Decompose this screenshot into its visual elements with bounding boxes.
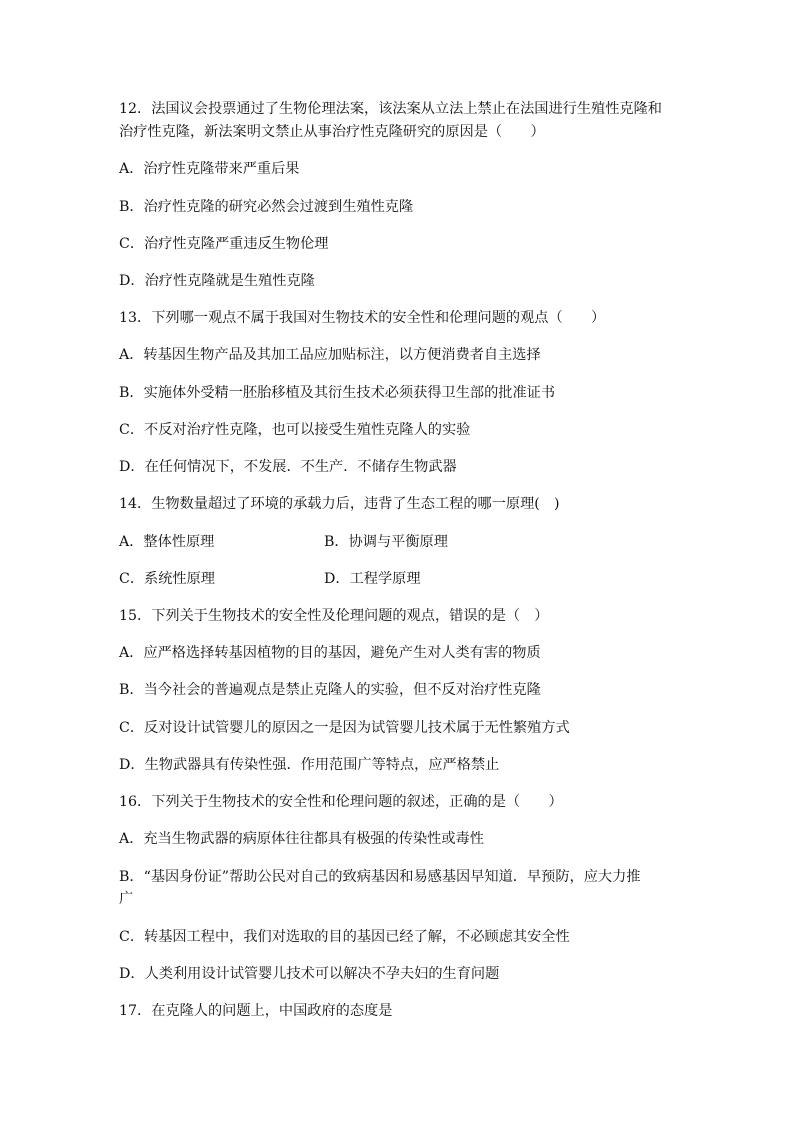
question-15-option-b: B．当今社会的普遍观点是禁止克隆人的实验，但不反对治疗性克隆 <box>119 682 541 698</box>
question-15-stem: 15．下列关于生物技术的安全性及伦理问题的观点，错误的是（ ） <box>119 608 549 624</box>
question-15-option-a: A．应严格选择转基因植物的目的基因，避免产生对人类有害的物质 <box>119 645 541 661</box>
question-12-option-c: C．治疗性克隆严重违反生物伦理 <box>119 236 329 252</box>
question-12-option-a: A．治疗性克隆带来严重后果 <box>119 161 300 177</box>
question-13-option-c: C．不反对治疗性克隆，也可以接受生殖性克隆人的实验 <box>119 422 471 438</box>
question-13-option-a: A．转基因生物产品及其加工品应加贴标注，以方便消费者自主选择 <box>119 347 541 363</box>
question-14-options-row-1 <box>119 531 689 553</box>
question-14-option-c: C．系统性原理 <box>119 571 215 587</box>
question-16-option-a: A．充当生物武器的病原体往往都具有极强的传染性或毒性 <box>119 831 484 847</box>
question-12-stem-line-1: 12．法国议会投票通过了生物伦理法案，该法案从立法上禁止在法国进行生殖性克隆和 <box>119 101 662 117</box>
question-16-option-b-line-1: B．“基因身份证”帮助公民对自己的致病基因和易感基因早知道．早预防，应大力推 <box>119 869 641 885</box>
question-16-option-d: D．人类利用设计试管婴儿技术可以解决不孕夫妇的生育问题 <box>119 966 500 982</box>
question-14-stem: 14．生物数量超过了环境的承载力后，违背了生态工程的哪一原理( ) <box>119 496 560 512</box>
question-14-option-d: D．工程学原理 <box>324 571 421 587</box>
question-16-option-b-line-2: 广 <box>119 891 134 907</box>
question-13-option-b: B．实施体外受精一胚胎移植及其衍生技术必须获得卫生部的批准证书 <box>119 385 556 401</box>
question-13-stem: 13．下列哪一观点不属于我国对生物技术的安全性和伦理问题的观点（ ） <box>119 310 606 326</box>
question-15-option-d: D．生物武器具有传染性强．作用范围广等特点，应严格禁止 <box>119 757 500 773</box>
question-15-option-c: C．反对设计试管婴儿的原因之一是因为试管婴儿技术属于无性繁殖方式 <box>119 720 570 736</box>
question-14-option-a: A．整体性原理 <box>119 534 215 550</box>
question-12-stem-line-2: 治疗性克隆，新法案明文禁止从事治疗性克隆研究的原因是（ ） <box>119 124 545 140</box>
question-16-option-c: C．转基因工程中，我们对选取的目的基因已经了解，不必顾虑其安全性 <box>119 929 570 945</box>
question-14-option-b: B．协调与平衡原理 <box>324 534 448 550</box>
question-14-options-row-2 <box>119 568 689 590</box>
question-12-option-b: B．治疗性克隆的研究必然会过渡到生殖性克隆 <box>119 199 414 215</box>
question-17-stem: 17．在克隆人的问题上，中国政府的态度是 <box>119 1003 393 1019</box>
question-12-option-d: D．治疗性克隆就是生殖性克隆 <box>119 273 315 289</box>
question-16-stem: 16．下列关于生物技术的安全性和伦理问题的叙述，正确的是（ ） <box>119 794 563 810</box>
question-13-option-d: D．在任何情况下，不发展．不生产．不储存生物武器 <box>119 459 457 475</box>
